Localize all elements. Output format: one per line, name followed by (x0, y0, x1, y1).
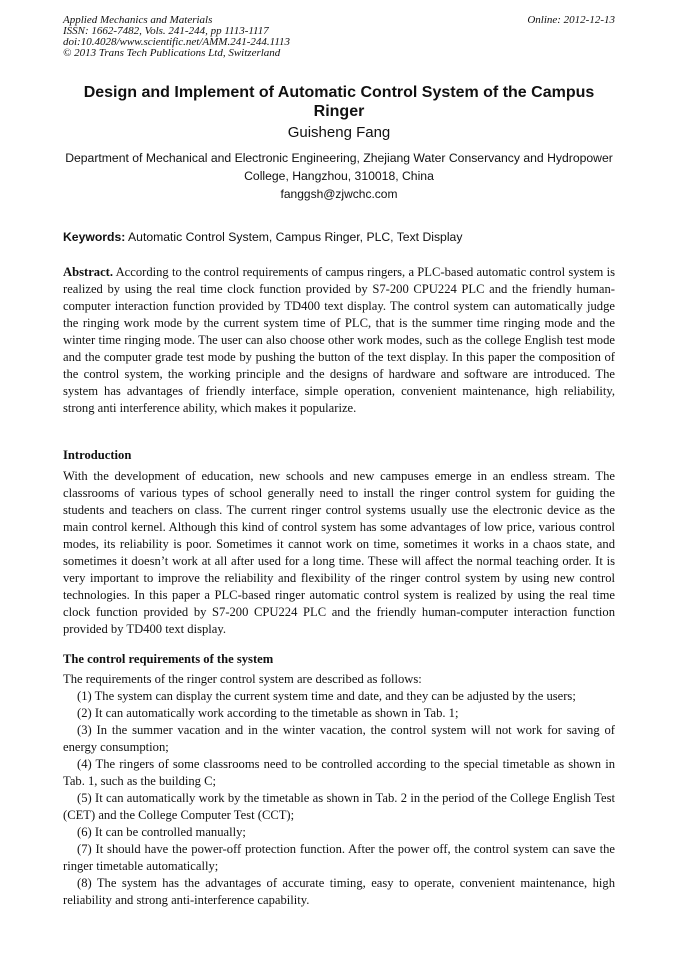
abstract-text: According to the control requirements of campus ringers, a PLC-based automatic control system is realized by using the real time clock function provided by S7-200 CPU224 PLC and the friendly human-computer interaction function provided by TD400 text display. The control system can automatically judge the ringing work mode by the current system time of PLC, that is the summer time ringing mode and the winter time ringing mode. The user can also choose other work modes, such as the college English test mode and the computer grade test mode by pushing the button of the text display. In this paper the composition of the control system, the working principle and the designs of hardware and software are introduced. The system has advantages of friendly interface, simple operation, convenient maintenance, high reliability, strong anti interference ability, which makes it popularize. (63, 265, 615, 415)
keywords-label: Keywords: (63, 230, 126, 244)
list-item: (3) In the summer vacation and in the winter vacation, the control system will not work for saving of energy consumption; (63, 723, 615, 754)
journal-name: Applied Mechanics and Materials (63, 14, 213, 26)
introduction-heading: Introduction (63, 448, 132, 462)
keywords-line (63, 229, 615, 245)
keywords-text: Automatic Control System, Campus Ringer, PLC, Text Display (128, 230, 463, 244)
issn-line: ISSN: 1662-7482, Vols. 241-244, pp 1113-1117 (63, 25, 269, 37)
abstract-paragraph (63, 264, 615, 417)
list-item: (4) The ringers of some classrooms need to be controlled according to the special timetable as shown in Tab. 1, such as the building C; (63, 757, 615, 788)
abstract-label: Abstract. (63, 265, 114, 279)
list-item: (2) It can automatically work according to the timetable as shown in Tab. 1; (77, 706, 459, 720)
online-date: Online: 2012-12-13 (527, 14, 615, 26)
introduction-paragraph: With the development of education, new schools and new campuses emerge in an endless stream. The classrooms of various types of school generally need to install the ringer control system for guiding the students and teachers on class. The current ringer control systems usually use the electronic device as the main control kernel. Although this kind of control system has some advantages of low price, various control modes, its reliability is poor. Sometimes it cannot work on time, sometimes it works in a chaos state, and sometimes it doesn’t work at all after used for a long time. These will affect the normal teaching order. It is very important to improve the reliability and flexibility of the ringer control system by using new control technologies. In this paper a PLC-based ringer automatic control system is realized by using the real time clock function provided by S7-200 CPU224 PLC and the friendly human-computer interaction function provided by TD400 text display. (63, 469, 615, 636)
page-header (63, 15, 615, 59)
paper-title: Design and Implement of Automatic Control System of the Campus Ringer (83, 84, 595, 120)
requirements-list (63, 688, 615, 909)
list-item: (7) It should have the power-off protection function. After the power off, the control system can save the ringer timetable automatically; (63, 842, 615, 873)
doi-line: doi:10.4028/www.scientific.net/AMM.241-244.1113 (63, 36, 290, 48)
list-item: (5) It can automatically work by the timetable as shown in Tab. 2 in the period of the College English Test (CET) and the College Computer Test (CCT); (63, 791, 615, 822)
copyright-line: © 2013 Trans Tech Publications Ltd, Switzerland (63, 47, 281, 59)
list-item: (1) The system can display the current system time and date, and they can be adjusted by the users; (77, 689, 576, 703)
requirements-heading: The control requirements of the system (63, 652, 274, 666)
list-item: (8) The system has the advantages of accurate timing, easy to operate, convenient maintenance, high reliability and strong anti-interference capability. (63, 876, 615, 907)
author-email: fanggsh@zjwchc.com (280, 187, 398, 201)
affiliation: Department of Mechanical and Electronic Engineering, Zhejiang Water Conservancy and Hydropower College, Hangzhou, 310018, China (65, 151, 613, 183)
list-item: (6) It can be controlled manually; (77, 825, 246, 839)
requirements-lead: The requirements of the ringer control system are described as follows: (63, 672, 422, 686)
author-name: Guisheng Fang (287, 124, 391, 141)
